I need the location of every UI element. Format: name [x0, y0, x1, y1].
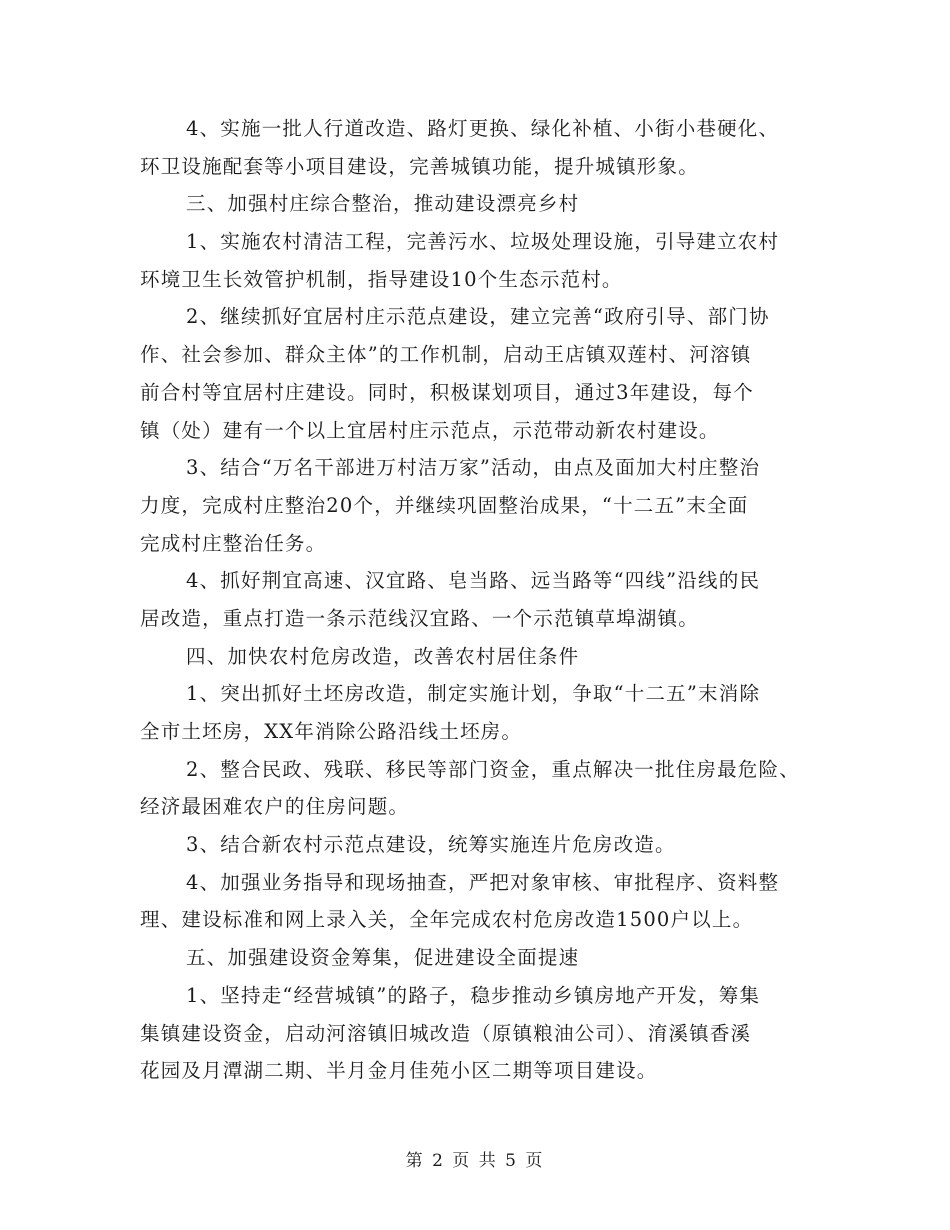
text-line: 3、结合“万名干部进万村洁万家”活动，由点及面加大村庄整治: [186, 456, 761, 480]
text-line: 4、加强业务指导和现场抽查，严把对象审核、审批程序、资料整: [186, 870, 780, 894]
text-line: 全市土坯房，XX年消除公路沿线土坯房。: [140, 720, 523, 743]
text-line: 环卫设施配套等小项目建设，完善城镇功能，提升城镇形象。: [140, 154, 699, 178]
text-line: 经济最困难农户的住房问题。: [140, 795, 410, 819]
text-line: 居改造，重点打造一条示范线汉宜路、一个示范镇草埠湖镇。: [140, 606, 699, 630]
text-line: 4、抓好荆宜高速、汉宜路、皂当路、远当路等“四线”沿线的民: [186, 569, 761, 593]
text-line: 1、坚持走“经营城镇”的路子，稳步推动乡镇房地产开发，筹集: [186, 983, 761, 1007]
text-line: 环境卫生长效管护机制，指导建设10个生态示范村。: [140, 267, 623, 291]
text-line: 4、实施一批人行道改造、路灯更换、绿化补植、小街小巷硬化、: [186, 117, 780, 140]
text-line: 1、突出抓好土坯房改造，制定实施计划，争取“十二五”末消除: [186, 682, 761, 706]
text-line: 集镇建设资金，启动河溶镇旧城改造（原镇粮油公司）、淯溪镇香溪: [140, 1021, 752, 1045]
text-line: 四、加快农村危房改造，改善农村居住条件: [186, 644, 580, 668]
text-line: 2、整合民政、残联、移民等部门资金，重点解决一批住房最危险、: [186, 757, 800, 781]
document-body: [140, 110, 820, 1090]
text-line: 镇（处）建有一个以上宜居村庄示范点，示范带动新农村建设。: [140, 418, 720, 442]
text-line: 花园及月潭湖二期、半月金月佳苑小区二期等项目建设。: [140, 1059, 658, 1083]
text-line: 三、加强村庄综合整治，推动建设漂亮乡村: [186, 192, 580, 216]
text-line: 3、结合新农村示范点建设，统筹实施连片危房改造。: [186, 833, 676, 857]
page-footer: 第 2 页 共 5 页: [405, 1151, 545, 1171]
text-line: 理、建设标准和网上录入关，全年完成农村危房改造1500户以上。: [140, 908, 754, 932]
text-line: 力度，完成村庄整治20个，并继续巩固整治成果，“十二五”末全面: [140, 493, 749, 517]
text-line: 完成村庄整治任务。: [140, 531, 327, 555]
text-line: 2、继续抓好宜居村庄示范点建设，建立完善“政府引导、部门协: [186, 305, 770, 329]
text-line: 作、社会参加、群众主体”的工作机制，启动王店镇双莲村、河溶镇: [140, 343, 752, 367]
text-line: 前合村等宜居村庄建设。同时，积极谋划项目，通过3年建设，每个: [140, 380, 754, 404]
text-line: 1、实施农村清洁工程，完善污水、垃圾处理设施，引导建立农村: [186, 230, 780, 254]
text-line: 五、加强建设资金筹集，促进建设全面提速: [186, 946, 580, 970]
